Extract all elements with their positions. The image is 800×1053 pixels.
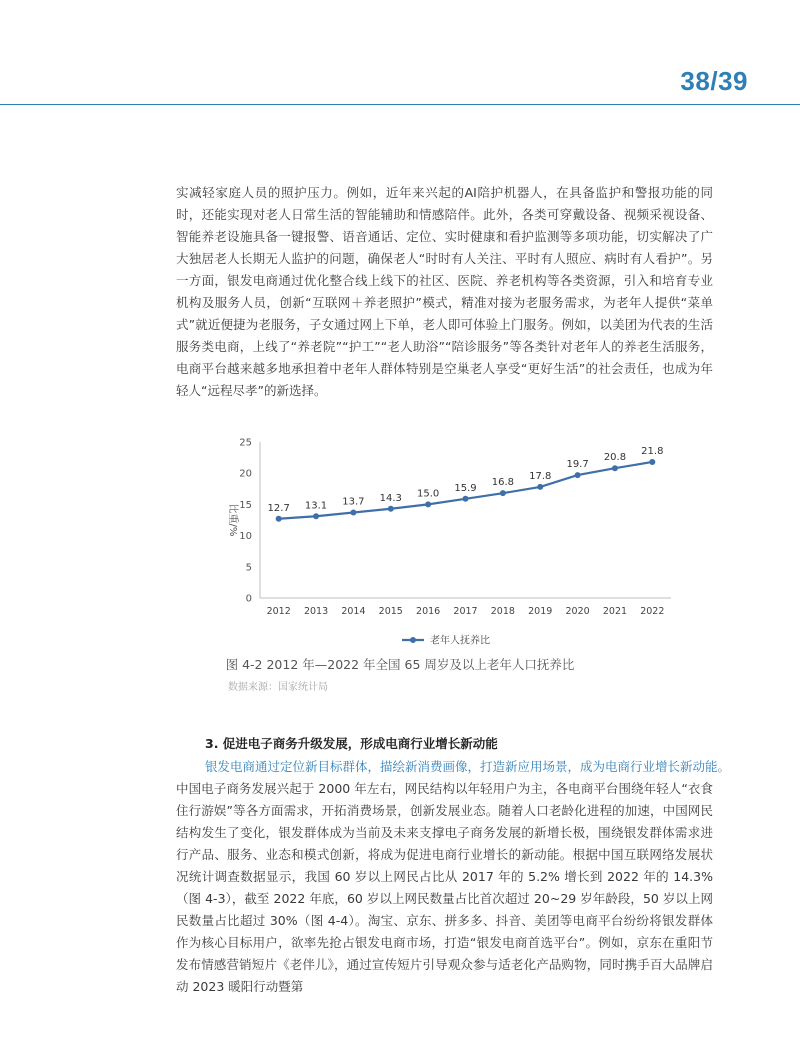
y-axis-label: 比重/% (227, 503, 238, 537)
line-chart (176, 430, 696, 660)
data-label: 15.0 (417, 488, 440, 500)
y-tick-label: 25 (239, 437, 252, 449)
data-label: 15.9 (454, 482, 477, 494)
data-label: 16.8 (491, 477, 514, 489)
data-point (575, 472, 581, 478)
y-tick-label: 15 (239, 499, 252, 511)
x-tick-label: 2014 (341, 606, 366, 617)
section-heading: 3. 促进电子商务升级发展，形成电商行业增长新动能 (205, 736, 498, 751)
x-tick-label: 2020 (565, 606, 590, 617)
data-point (313, 513, 319, 519)
data-point (463, 496, 469, 502)
y-tick-label: 5 (245, 562, 252, 574)
data-point (350, 510, 356, 516)
y-tick-label: 20 (239, 468, 252, 480)
data-label: 12.7 (267, 502, 290, 514)
chart-svg (176, 430, 696, 660)
data-point (425, 501, 431, 507)
page-number: 38/39 (680, 66, 748, 96)
y-tick-label: 0 (245, 593, 252, 605)
x-tick-label: 2018 (490, 606, 515, 617)
data-point (537, 484, 543, 490)
legend-label: 老年人抚养比 (430, 635, 490, 647)
data-label: 13.7 (342, 496, 365, 508)
data-point (649, 459, 655, 465)
figure-source: 数据来源：国家统计局 (228, 682, 328, 693)
data-point (612, 465, 618, 471)
body-paragraph-2: 中国电子商务发展兴起于 2000 年左右，网民结构以年轻用户为主，各电商平台围绕年轻人“衣食住行游娱”等各方面需求，开拓消费场景，创新发展业态。随着人口老龄化进程的加速，中国网民结构发生了变化，银发群体成为当前及未来支撑电子商务发展的新增长极，围绕银发群体需求进行产品、服务、业态和模式创新，将成为促进电商行业增长的新动能。根据中国互联网络发展状况统计调查数据显示，我国 60 岁以上网民占比从 2017 年的 5.2% 增长到 2022 年的 14.3%（图 4-3），截至 2022 年底，60 岁以上网民数量占比首次超过 20~29 岁年龄段，50 岁以上网民数量占比超过 30%（图 4-4）。淘宝、京东、拼多多、抖音、美团等电商平台纷纷将银发群体作为核心目标用户，欲率先抢占银发电商市场，打造“银发电商首选平台”。例如，京东在重阳节发布情感营销短片《老伴儿》，通过宣传短片引导观众参与适老化产品购物，同时携手百大品牌启动 2023 暖阳行动暨第 (176, 781, 713, 994)
x-tick-label: 2022 (640, 606, 665, 617)
x-tick-label: 2017 (453, 606, 478, 617)
data-label: 17.8 (529, 470, 552, 482)
x-tick-label: 2019 (528, 606, 553, 617)
data-label: 21.8 (641, 445, 664, 457)
x-tick-label: 2021 (602, 606, 628, 617)
y-tick-label: 10 (239, 531, 252, 543)
section-lead: 银发电商通过定位新目标群体，描绘新消费画像，打造新应用场景，成为电商行业增长新动能。 (205, 759, 731, 774)
x-tick-label: 2015 (378, 606, 403, 617)
header-divider (0, 104, 800, 105)
figure-caption: 图 4-2 2012 年—2022 年全国 65 周岁及以上老年人口抚养比 (225, 657, 575, 672)
x-tick-label: 2012 (266, 606, 291, 617)
data-label: 13.1 (304, 500, 328, 512)
legend-marker (410, 637, 416, 643)
x-tick-label: 2016 (416, 606, 441, 617)
data-label: 20.8 (603, 452, 627, 464)
data-point (500, 490, 506, 496)
x-tick-label: 2013 (303, 606, 329, 617)
data-label: 14.3 (379, 492, 402, 504)
data-label: 19.7 (566, 459, 589, 471)
data-point (388, 506, 394, 512)
data-point (276, 516, 282, 522)
body-paragraph-1: 实减轻家庭人员的照护压力。例如，近年来兴起的AI陪护机器人，在具备监护和警报功能的同时，还能实现对老人日常生活的智能辅助和情感陪伴。此外，各类可穿戴设备、视频采视设备、智能养老设施具备一键报警、语音通话、定位、实时健康和看护监测等多项功能，切实解决了广大独居老人长期无人监护的问题，确保老人“时时有人关注、平时有人照应、病时有人看护”。另一方面，银发电商通过优化整合线上线下的社区、医院、养老机构等各类资源，引入和培育专业机构及服务人员，创新“互联网＋养老照护”模式，精准对接为老服务需求，为老年人提供“菜单式”就近便捷为老服务，子女通过网上下单，老人即可体验上门服务。例如，以美团为代表的生活服务类电商，上线了“养老院”“护工”“老人助浴”“陪诊服务”等各类针对老年人的养老生活服务，电商平台越来越多地承担着中老年人群体特别是空巢老人享受“更好生活”的社会责任，也成为年轻人“远程尽孝”的新选择。 (176, 185, 713, 398)
